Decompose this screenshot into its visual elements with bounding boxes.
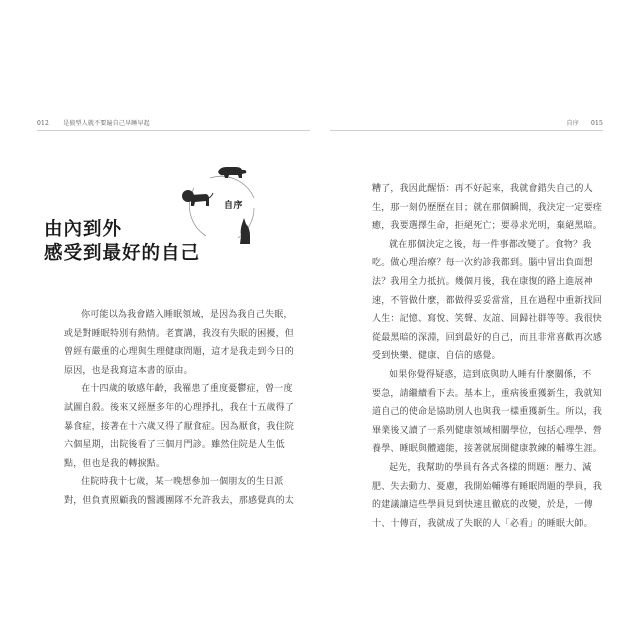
body-line: 在十四歲的敏感年齡，我罹患了重度憂鬱症，曾一度 [81,384,293,395]
emblem-arc-top [210,176,254,198]
body-line: 十、十傳百，我就成了失眠的人「必看」的睡眠大師。 [372,518,593,529]
body-line: 試圖自殺。後來又經歷多年的心理掙扎，我在十五歲得了 [64,402,295,413]
left-page-body [64,306,295,511]
body-line: 法？我用全力抵抗。幾個月後，我在康復的路上進展神 [372,276,593,287]
body-line: 人生：記憶、寫悅、笑聲、友誼、回歸社群等等。我很快 [372,314,603,325]
lion-icon [182,190,213,206]
body-line: 點，但也是我的轉捩點。 [64,458,166,469]
body-line: 曾經有嚴重的心理與生理健康問題，這才是我走到今日的 [64,347,295,358]
body-line: 如果你覺得疑惑，這到底與助人睡有什麼關係，不 [389,369,592,380]
body-line: 養學、睡眠與體適能，接著就展開健康教練的輔導生涯。 [372,444,603,455]
right-section-name: 自序 [566,120,579,127]
body-line: 糟了，我因此醒悟：再不好起來，我就會錯失自己的人 [372,184,593,194]
left-header-rule [37,130,310,131]
body-line: 的建議讓這些學員見到快速且徹底的改變，於是，一傳 [372,500,593,511]
body-line: 起先，我幫助的學員有各式各樣的問題：壓力、減 [389,462,592,473]
body-line: 住院時我十七歲，某一晚想參加一個朋友的生日派 [81,477,284,488]
right-header-rule [330,130,603,131]
body-line: 生，那一刻仍歷歷在目；就在那個瞬間，我決定一定要痊 [372,202,603,213]
chapter-title-line-1: 由內到外 [44,219,123,240]
left-page-number: 012 [37,120,50,127]
body-line: 就在那個決定之後，每一件事都改變了。食物？我 [389,239,592,250]
body-line: 原因，也是我寫這本書的原由。 [64,365,193,376]
right-page-body [372,180,603,533]
body-line: 畢業後又讀了一系列健康領域相關學位，包括心理學、營 [372,425,603,436]
body-line: 肥、失去動力、憂慮，我開始輔導有睡眠問題的學員，我 [372,481,603,492]
body-line: 對，但負責照顧我的醫護團隊不允許我去，那感覺真的太 [64,495,295,506]
left-running-title: 是狼型人就不要遍自己早睡早起 [63,120,150,127]
right-running-header [567,118,603,127]
body-line: 吃。做心理治療？每一次約診我都到。腦中冒出負面想 [372,258,593,269]
body-line: 從最黑暗的深淵，回到最好的自己，而且非常喜歡再次感 [372,332,603,343]
body-line: 癒，我要選擇生命，拒絕死亡；要尋求光明，棄絕黑暗。 [372,221,603,232]
body-line: 六個星期，出院後看了三個月門診。雖然住院是人生低 [64,440,285,451]
chapter-title [44,218,200,266]
chapter-title-line-2: 感受到最好的自己 [44,243,201,264]
body-line: 道自己的使命是協助別人也與我一樣重獲新生。所以，我 [372,407,603,418]
wolf-icon [239,216,250,244]
body-line: 你可能以為我會踏入睡眠領域，是因為我自己失眠， [81,310,293,320]
body-line: 受到快樂、健康、自信的感覺。 [372,351,501,362]
body-line: 或是對睡眠特別有熱情。老實講，我沒有失眠的困擾，但 [64,328,295,339]
chapter-label: 自序 [224,201,244,211]
body-line: 要急，請繼續看下去。基本上，重病後重獲新生，我就知 [372,388,603,399]
right-page-number: 015 [590,120,603,127]
body-line: 速，不管做什麼，都做得妥妥當當，且在過程中重新找回 [372,295,603,306]
body-line: 暴食症，接著在十六歲又得了厭食症。因為厭食，我住院 [64,421,295,432]
left-running-header [37,118,150,127]
